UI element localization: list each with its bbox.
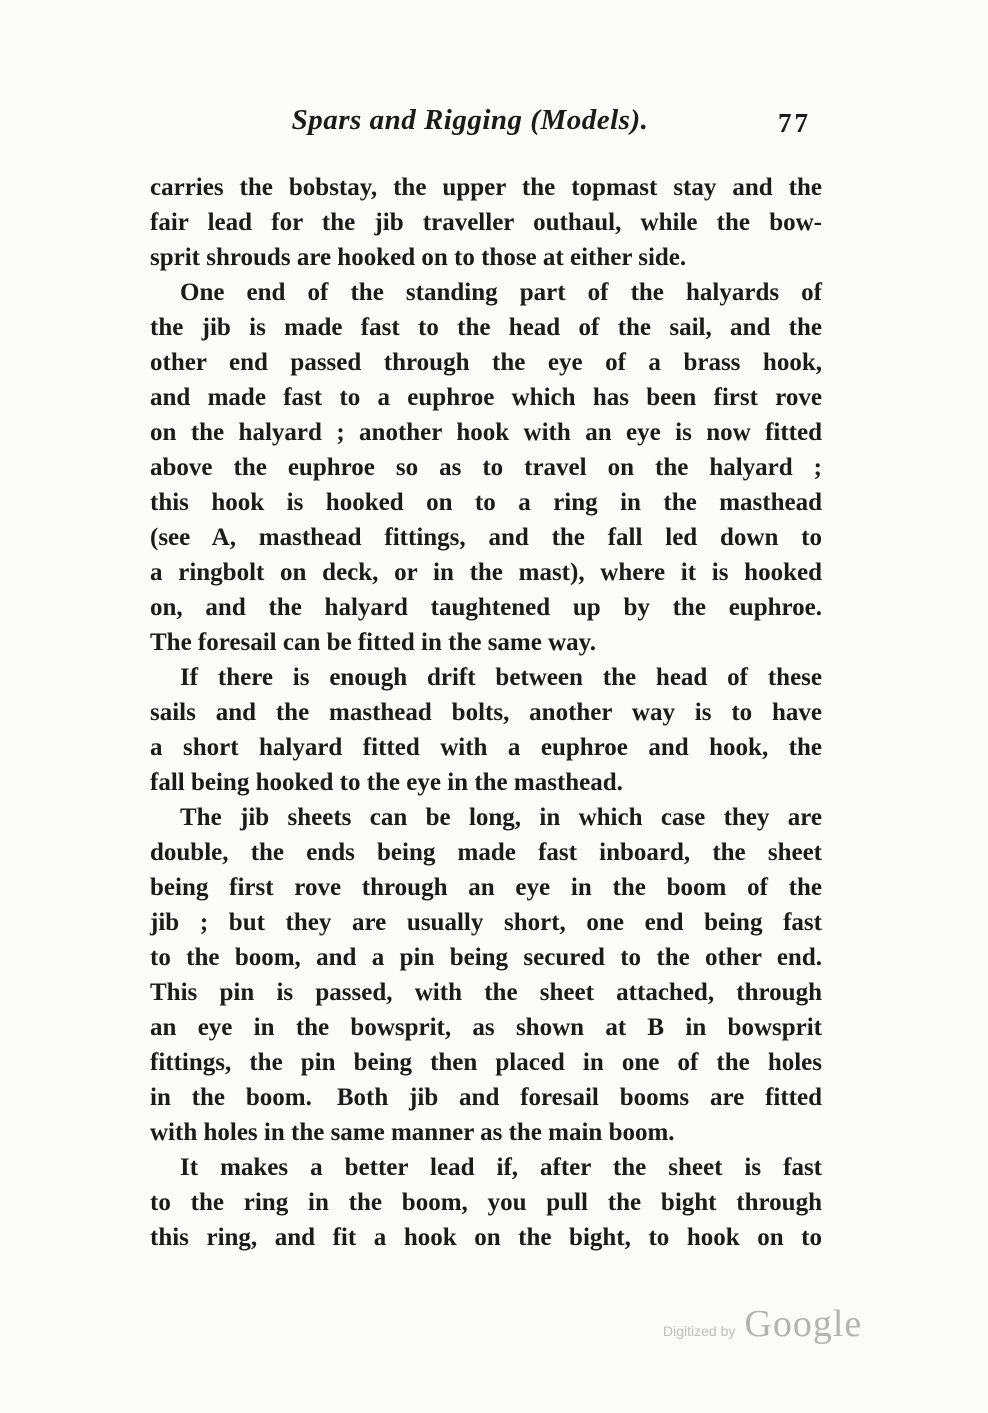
- text-line: fair lead for the jib traveller outhaul, while the bow-: [150, 209, 822, 236]
- text-line: a ringbolt on deck, or in the mast), where it is hooked: [150, 559, 822, 586]
- text-line: This pin is passed, with the sheet attached, through: [150, 979, 822, 1006]
- text-line: carries the bobstay, the upper the topmast stay and the: [150, 174, 822, 201]
- text-line: above the euphroe so as to travel on the halyard ;: [150, 454, 822, 481]
- text-line: One end of the standing part of the halyards of: [180, 279, 822, 306]
- text-line: this ring, and fit a hook on the bight, to hook on to: [150, 1224, 822, 1251]
- text-line: It makes a better lead if, after the sheet is fast: [180, 1154, 822, 1181]
- text-line: sails and the masthead bolts, another way is to have: [150, 699, 822, 726]
- text-line: fall being hooked to the eye in the masthead.: [150, 769, 623, 796]
- text-line: (see A, masthead fittings, and the fall led down to: [150, 524, 822, 551]
- text-line: jib ; but they are usually short, one end being fast: [150, 909, 822, 936]
- google-logo: Google: [744, 1303, 863, 1345]
- paragraph: [150, 660, 822, 800]
- text-line: in the boom. Both jib and foresail booms are fitted: [150, 1084, 822, 1111]
- text-line: and made fast to a euphroe which has been first rove: [150, 384, 822, 411]
- text-line: other end passed through the eye of a brass hook,: [150, 349, 822, 376]
- page-number: 77: [778, 108, 811, 138]
- text-line: being first rove through an eye in the boom of the: [150, 874, 822, 901]
- text-line: to the boom, and a pin being secured to the other end.: [150, 944, 822, 971]
- text-line: a short halyard fitted with a euphroe and hook, the: [150, 734, 822, 761]
- digitized-by-label: Digitized by: [663, 1323, 736, 1339]
- text-line: on the halyard ; another hook with an eye is now fitted: [150, 419, 822, 446]
- text-line: to the ring in the boom, you pull the bight through: [150, 1189, 822, 1216]
- text-line: The jib sheets can be long, in which case they are: [180, 804, 822, 831]
- text-line: the jib is made fast to the head of the sail, and the: [150, 314, 822, 341]
- page-title: Spars and Rigging (Models).: [291, 104, 649, 136]
- text-line: The foresail can be fitted in the same way.: [150, 629, 597, 656]
- paragraph: [150, 800, 822, 1150]
- text-block: [150, 170, 822, 1255]
- paragraph: [150, 1150, 822, 1255]
- paragraph: [150, 170, 822, 275]
- text-line: sprit shrouds are hooked on to those at either side.: [150, 244, 687, 271]
- text-line: double, the ends being made fast inboard, the sheet: [150, 839, 822, 866]
- text-line: this hook is hooked on to a ring in the masthead: [150, 489, 822, 516]
- text-line: an eye in the bowsprit, as shown at B in bowsprit: [150, 1014, 822, 1041]
- paragraph: [150, 275, 822, 660]
- text-line: on, and the halyard taughtened up by the euphroe.: [150, 594, 822, 621]
- text-line: If there is enough drift between the head of these: [180, 664, 822, 691]
- text-line: with holes in the same manner as the main boom.: [150, 1119, 675, 1146]
- watermark: [663, 1302, 862, 1346]
- text-line: fittings, the pin being then placed in one of the holes: [150, 1049, 822, 1076]
